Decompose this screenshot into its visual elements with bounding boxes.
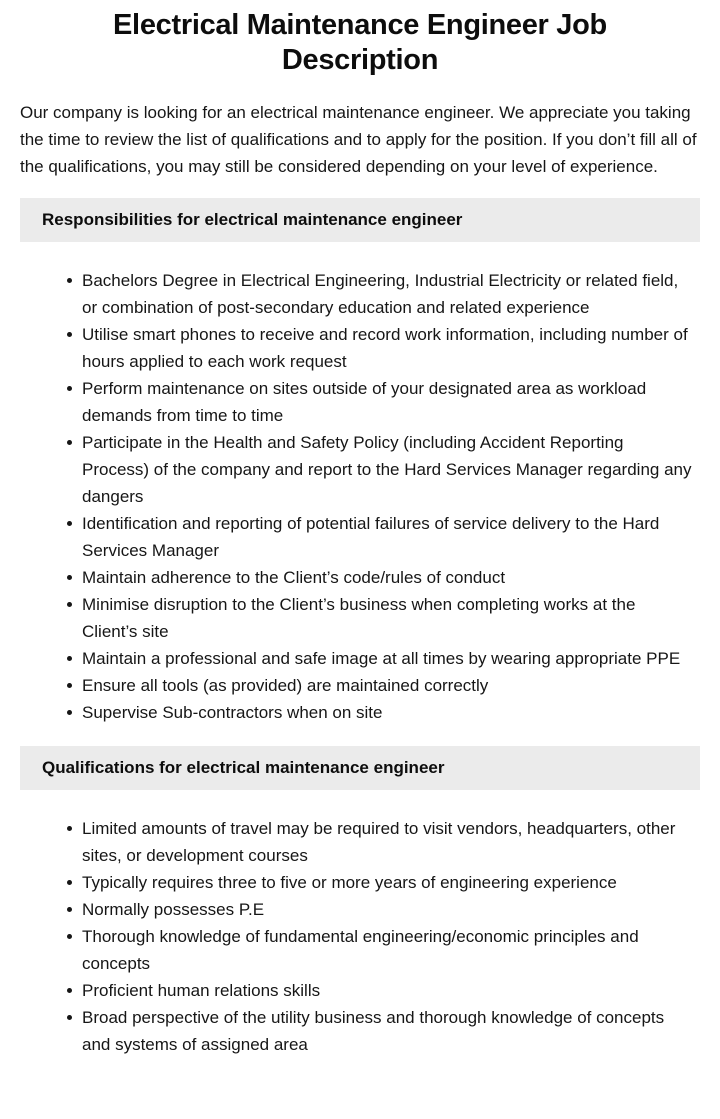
page-title: Electrical Maintenance Engineer Job Description [113,9,607,76]
list-item: Supervise Sub-contractors when on site [82,699,700,726]
sections-container [20,198,700,1058]
section [20,746,700,1058]
section-list [20,267,700,726]
list-item: Typically requires three to five or more years of engineering experience [82,869,700,896]
list-item: Thorough knowledge of fundamental engineering/economic principles and concepts [82,923,700,977]
list-item: Limited amounts of travel may be required to visit vendors, headquarters, other sites, or development courses [82,815,700,869]
list-item: Utilise smart phones to receive and record work information, including number of hours applied to each work request [82,321,700,375]
list-item: Broad perspective of the utility business and thorough knowledge of concepts and systems of assigned area [82,1004,700,1058]
list-item: Normally possesses P.E [82,896,700,923]
section-list [20,815,700,1058]
section-heading: Responsibilities for electrical maintenance engineer [20,198,700,242]
list-item: Ensure all tools (as provided) are maintained correctly [82,672,700,699]
list-item: Participate in the Health and Safety Policy (including Accident Reporting Process) of the company and report to the Hard Services Manager regarding any dangers [82,429,700,510]
intro-paragraph: Our company is looking for an electrical maintenance engineer. We appreciate you taking the time to review the list of qualifications and to apply for the position. If you don’t fill all of the qualifications, you may still be considered depending on your level of experience. [20,103,697,176]
section-heading: Qualifications for electrical maintenance engineer [20,746,700,790]
section [20,198,700,726]
list-item: Proficient human relations skills [82,977,700,1004]
list-item: Identification and reporting of potential failures of service delivery to the Hard Services Manager [82,510,700,564]
list-item: Maintain adherence to the Client’s code/rules of conduct [82,564,700,591]
list-item: Maintain a professional and safe image at all times by wearing appropriate PPE [82,645,700,672]
list-item: Bachelors Degree in Electrical Engineering, Industrial Electricity or related field, or combination of post-secondary education and related experience [82,267,700,321]
list-item: Minimise disruption to the Client’s business when completing works at the Client’s site [82,591,700,645]
list-item: Perform maintenance on sites outside of your designated area as workload demands from time to time [82,375,700,429]
